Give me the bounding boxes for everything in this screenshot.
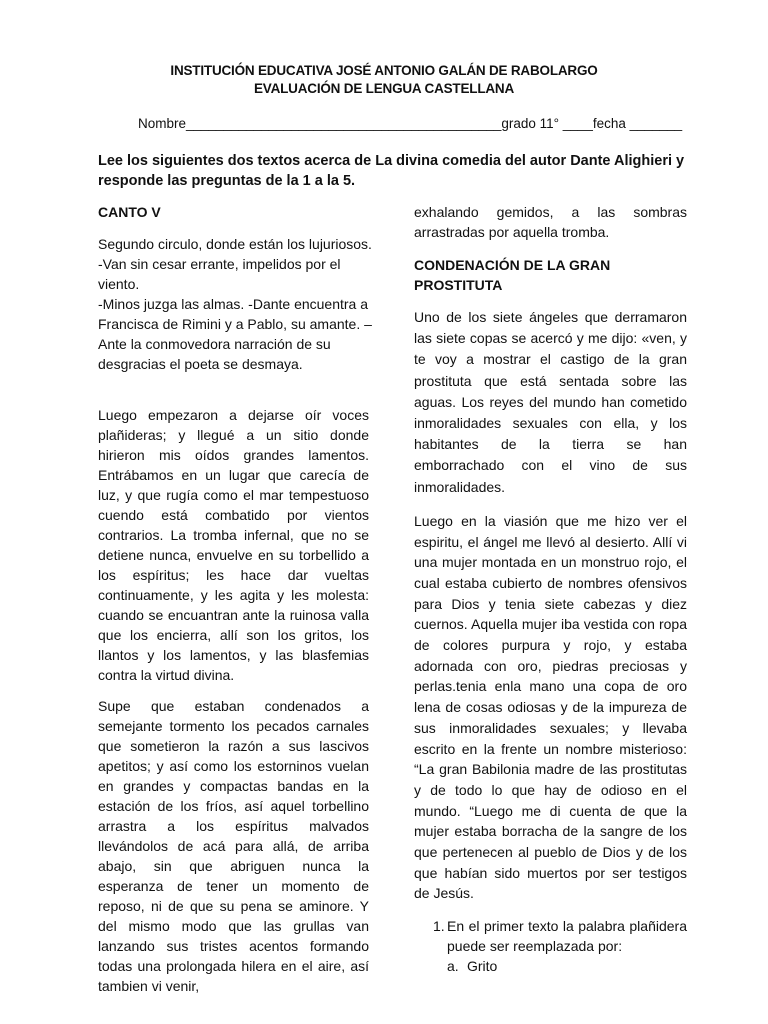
question-item — [414, 916, 687, 956]
question-number: 1. — [433, 918, 445, 935]
answer-option — [414, 956, 687, 976]
text1-summary — [98, 234, 372, 374]
text1-paragraph: Luego empezaron a dejarse oír voces plañideras; y llegué a un sitio donde hirieron mis oídos grandes lamentos. Entrábamos en un lugar que carecía de luz, y que rugía como el mar tempestuoso cuendo está combatido por vientos contrarios. La tromba infernal, que no se detiene nunca, envuelve en su torbellido a los espíritus; les hace dar vueltas continuamente, y les agita y les molesta: cuando se encuantran ante la ruinosa valla que los encierra, allí son los gritos, los llantos y los lamentos, y las blasfemias contra la virtud divina. — [98, 407, 369, 683]
text1-title: CANTO V — [98, 204, 161, 220]
text2-paragraph: Luego en la viasión que me hizo ver el espiritu, el ángel me llevó al desierto. Allí vi una mujer montada en un monstruo rojo, el cual estaba cubierto de nombres ofensivos para Dios y tenia siete cabezas y diez cuernos. Aquella mujer iba vestida con ropa de colores purpura y rojo, y estaba adornada con oro, piedras preciosas y perlas.tenia enla mano una copa de oro lena de cosas odiosas y de la impureza de sus inmoralidades sexuales; y llevaba escrito en la frente un nombre misterioso: “La gran Babilonia madre de las prostitutas y de todo lo que hay de odioso en el mundo. “Luego me di cuenta de que la mujer estaba borracha de la sangre de los que pertenecen al pueblo de Dios y de los que habían sido muertos por ser testigos de Jesús. — [414, 512, 687, 902]
instructions: Lee los siguientes dos textos acerca de La divina comedia del autor Dante Alighieri y responde las preguntas de la 1 a la 5. — [98, 153, 685, 189]
text1-continuation: exhalando gemidos, a las sombras arrastradas por aquella tromba. — [414, 204, 687, 240]
summary-line: desgracias el poeta se desmaya. — [98, 356, 303, 372]
left-column — [98, 202, 372, 996]
summary-line: -Van sin cesar errante, impelidos por el — [98, 256, 341, 272]
summary-line: Francisca de Rimini y a Pablo, su amante. – — [98, 316, 372, 332]
text2-paragraph: Uno de los siete ángeles que derramaron las siete copas se acercó y me dijo: «ven, y te voy a mostrar el castigo de la gran prostituta que está sentada sobre las aguas. Los reyes del mundo han cometido inmoralidades sexuales con ella, y los habitantes de la tierra se han emborrachado con el vino de sus inmoralidades. — [414, 309, 687, 495]
summary-line: -Minos juzga las almas. -Dante encuentra a — [98, 296, 369, 312]
summary-line: viento. — [98, 276, 140, 292]
evaluation-title: EVALUACIÓN DE LENGUA CASTELLANA — [253, 81, 515, 96]
option-label: a. — [447, 958, 459, 975]
text1-paragraph: Supe que estaban condenados a semejante tormento los pecados carnales que sometieron la razón a sus lascivos apetitos; y así como los estorninos vuelan en grandes y compactas bandas en la estación de los fríos, así aquel torbellino arrastra a los espíritus malvados llevándolos de acá para allá, de arriba abajo, sin que abriguen nunca la esperanza de tener un momento de reposo, ni de que su pena se aminore. Y del mismo modo que las grullas van lanzando sus tristes acentos formando todas una prolongada hilera en el aire, así tambien vi venir, — [98, 698, 369, 994]
option-text: Grito — [467, 958, 498, 975]
right-column — [414, 202, 687, 976]
student-info-line: Nombre__________________________________________grado 11° ____fecha _______ — [138, 116, 683, 131]
question-text: En el primer texto la palabra plañidera puede ser reemplazada por: — [447, 918, 687, 955]
institution-title: INSTITUCIÓN EDUCATIVA JOSÉ ANTONIO GALÁN DE RABOLARGO — [170, 63, 598, 78]
text2-title: CONDENACIÓN DE LA GRAN PROSTITUTA — [414, 257, 611, 293]
summary-line: Segundo circulo, donde están los lujuriosos. — [98, 236, 372, 252]
summary-line: Ante la conmovedora narración de su — [98, 336, 331, 352]
